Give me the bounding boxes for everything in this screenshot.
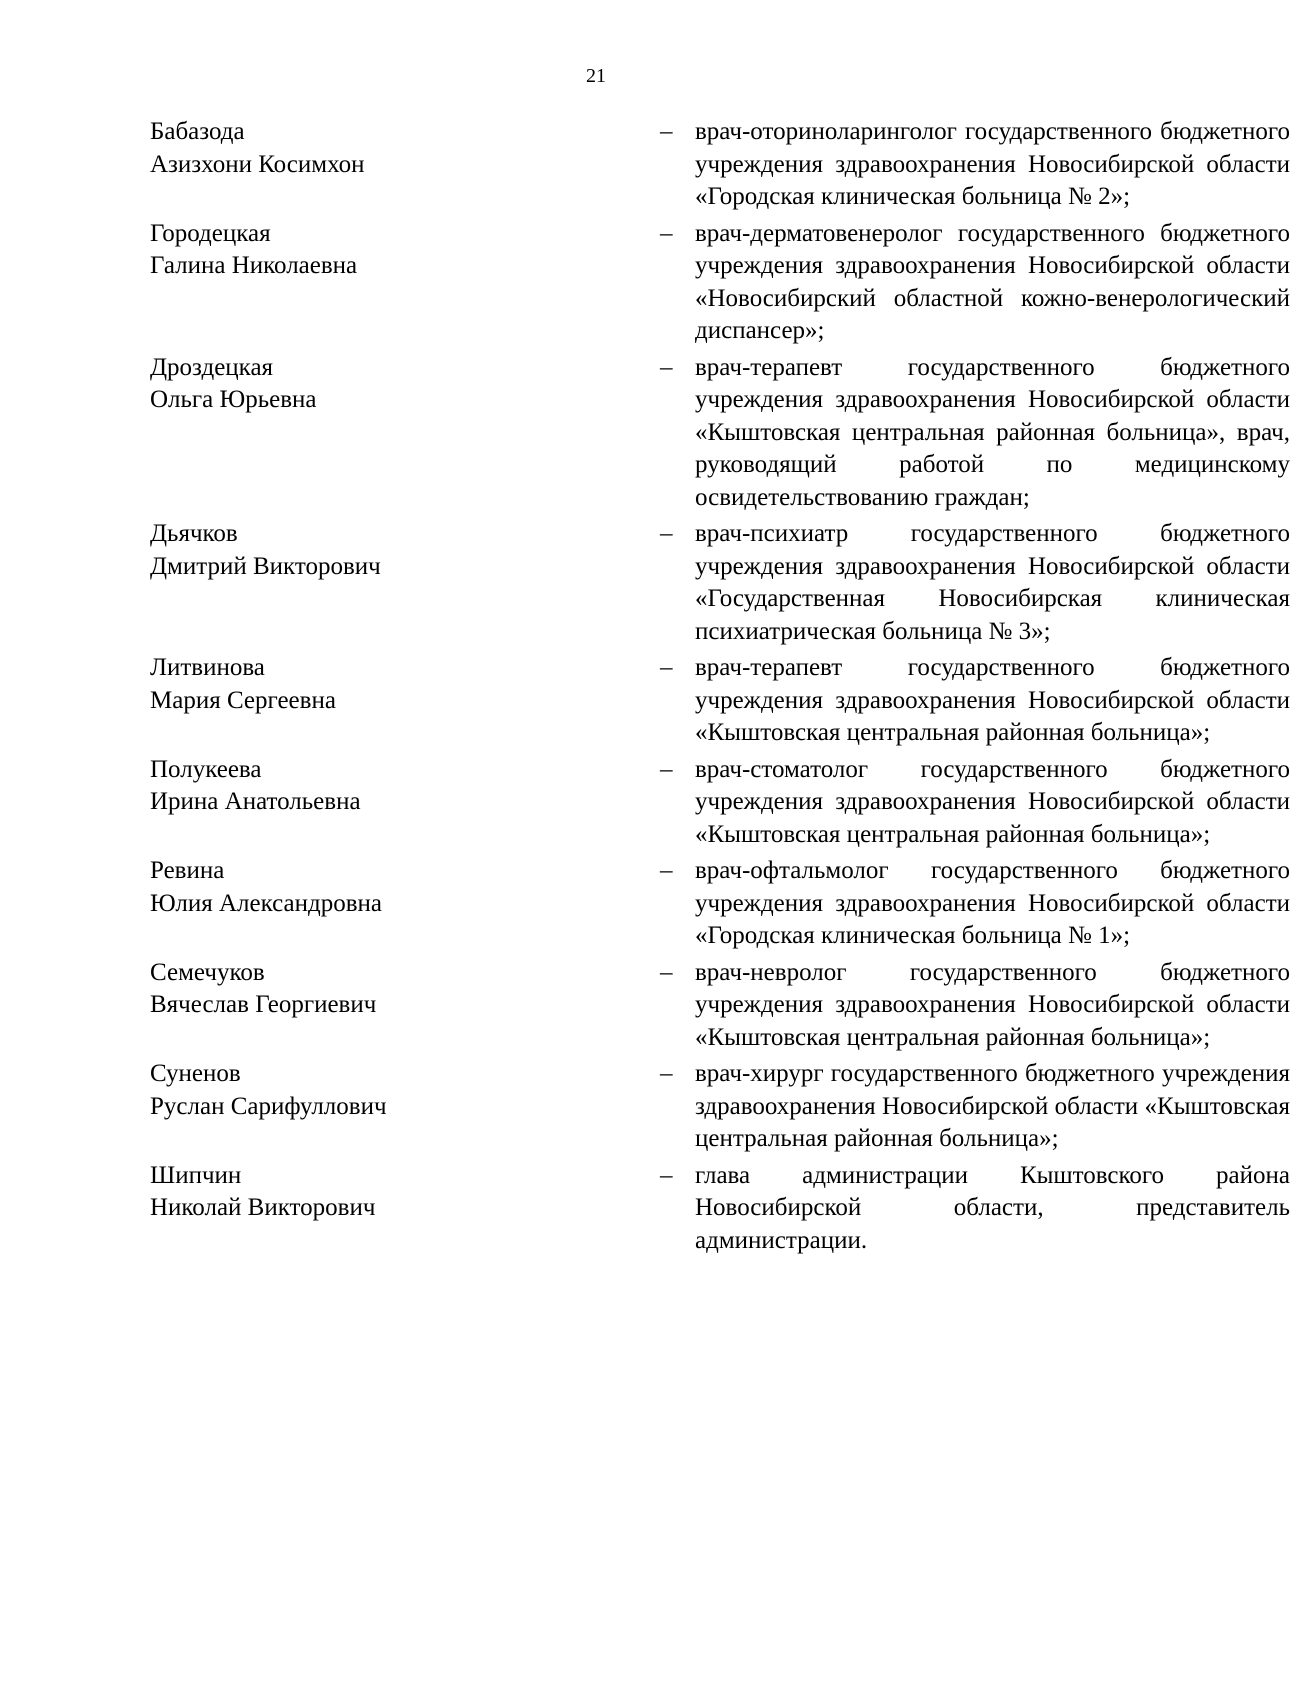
member-dash: – — [660, 654, 673, 681]
member-given-names: Галина Николаевна — [150, 252, 358, 279]
member-dash: – — [660, 755, 673, 783]
member-entry — [150, 1058, 1290, 1156]
member-surname: Полукеева — [150, 755, 262, 783]
member-description: врач-хирург государственного бюджетного учреждения здравоохранения Новосибирской области «Кыштовская центральная районная больница»; — [695, 1060, 1290, 1152]
member-surname: Литвинова — [150, 654, 265, 681]
member-name — [150, 352, 510, 417]
commission-members-list — [150, 116, 1290, 1261]
member-given-names: Мария Сергеевна — [150, 686, 336, 714]
member-name — [150, 855, 510, 920]
member-surname: Ревина — [150, 857, 225, 884]
member-dash: – — [660, 1060, 673, 1087]
member-name — [150, 957, 510, 1022]
member-entry — [150, 352, 1290, 515]
member-description: врач-терапевт государственного бюджетного учреждения здравоохранения Новосибирской области «Кыштовская центральная районная больница»; — [695, 654, 1290, 746]
member-given-names: Азизхони Косимхон — [150, 150, 365, 178]
member-given-names: Николай Викторович — [150, 1194, 376, 1221]
member-entry — [150, 116, 1290, 214]
member-dash: – — [660, 118, 673, 145]
member-dash: – — [660, 857, 673, 884]
member-given-names: Дмитрий Викторович — [150, 552, 381, 580]
member-description: врач-терапевт государственного бюджетного учреждения здравоохранения Новосибирской области «Кыштовская центральная районная больница», врач, руководящий работой по медицинскому освидетельствованию граждан; — [695, 353, 1290, 511]
member-surname: Шипчин — [150, 1161, 242, 1189]
member-dash: – — [660, 219, 673, 247]
member-entry — [150, 652, 1290, 750]
member-description: врач-оториноларинголог государственного бюджетного учреждения здравоохранения Новосибирской области «Городская клиническая больница № 2»; — [695, 118, 1290, 210]
member-description: врач-офтальмолог государственного бюджетного учреждения здравоохранения Новосибирской области «Городская клиническая больница № 1»; — [695, 857, 1290, 949]
member-surname: Городецкая — [150, 219, 271, 247]
member-given-names: Ольга Юрьевна — [150, 386, 317, 413]
member-surname: Суненов — [150, 1060, 241, 1087]
member-description: врач-стоматолог государственного бюджетного учреждения здравоохранения Новосибирской области «Кыштовская центральная районная больница»; — [695, 755, 1290, 848]
member-surname: Дьячков — [150, 520, 238, 547]
member-dash: – — [660, 1161, 673, 1189]
member-given-names: Руслан Сарифуллович — [150, 1092, 387, 1120]
member-entry — [150, 1160, 1290, 1258]
member-name — [150, 754, 510, 819]
member-given-names: Ирина Анатольевна — [150, 788, 361, 815]
member-name — [150, 116, 510, 181]
page-number: 21 — [586, 65, 606, 87]
member-given-names: Вячеслав Георгиевич — [150, 991, 377, 1018]
member-surname: Бабазода — [150, 118, 245, 145]
member-entry — [150, 957, 1290, 1055]
member-description: глава администрации Кыштовского района Новосибирской области, представитель администрации. — [695, 1161, 1290, 1254]
member-name — [150, 1058, 510, 1123]
member-given-names: Юлия Александровна — [150, 889, 382, 917]
member-surname: Семечуков — [150, 958, 265, 986]
member-dash: – — [660, 958, 673, 986]
member-description: врач-психиатр государственного бюджетного учреждения здравоохранения Новосибирской области «Государственная Новосибирская клиническая психиатрическая больница № 3»; — [695, 520, 1290, 645]
member-description: врач-невролог государственного бюджетного учреждения здравоохранения Новосибирской области «Кыштовская центральная районная больница»; — [695, 958, 1290, 1051]
member-entry — [150, 855, 1290, 953]
member-description: врач-дерматовенеролог государственного бюджетного учреждения здравоохранения Новосибирской области «Новосибирский областной кожно-венерологический диспансер»; — [695, 219, 1290, 344]
member-dash: – — [660, 520, 673, 547]
member-entry — [150, 518, 1290, 648]
member-name — [150, 218, 510, 283]
member-name — [150, 1160, 510, 1225]
member-entry — [150, 218, 1290, 348]
member-dash: – — [660, 353, 673, 381]
member-name — [150, 518, 510, 583]
member-surname: Дроздецкая — [150, 353, 274, 381]
member-name — [150, 652, 510, 717]
member-entry — [150, 754, 1290, 852]
